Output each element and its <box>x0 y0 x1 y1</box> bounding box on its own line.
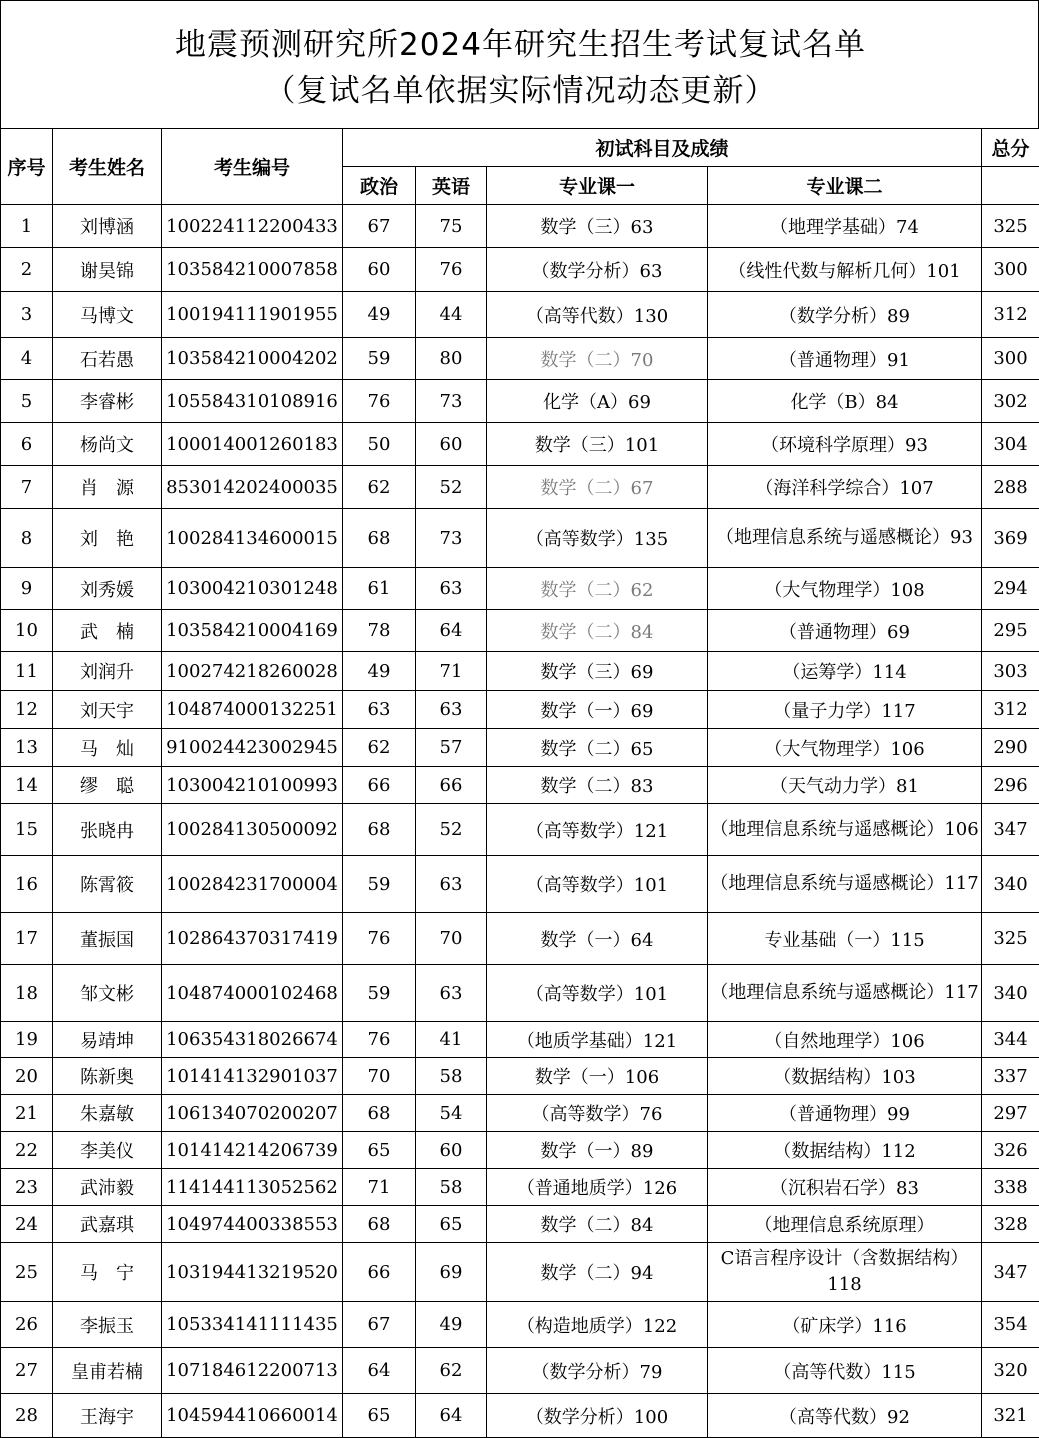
cell-english: 49 <box>416 1302 487 1348</box>
cell-course1: 数学（二）84 <box>487 610 708 652</box>
cell-course2: （大气物理学）106 <box>708 729 982 767</box>
cell-total: 303 <box>982 652 1039 691</box>
cell-course2: （数据结构）112 <box>708 1132 982 1169</box>
header-subjects-group: 初试科目及成绩 <box>343 129 982 167</box>
page-subtitle: （复试名单依据实际情况动态更新） <box>1 71 1039 111</box>
cell-course2: （普通物理）91 <box>708 338 982 380</box>
header-course2: 专业课二 <box>708 167 982 205</box>
cell-politics: 67 <box>343 205 416 248</box>
cell-politics: 71 <box>343 1169 416 1206</box>
cell-total: 288 <box>982 466 1039 509</box>
cell-course1: 数学（二）65 <box>487 729 708 767</box>
cell-total: 312 <box>982 691 1039 729</box>
cell-course1: （数学分析）63 <box>487 248 708 292</box>
cell-politics: 76 <box>343 1022 416 1058</box>
cell-english: 80 <box>416 338 487 380</box>
cell-english: 63 <box>416 568 487 610</box>
cell-english: 63 <box>416 691 487 729</box>
cell-seq: 19 <box>1 1022 53 1058</box>
cell-english: 64 <box>416 1394 487 1438</box>
cell-course1: （数学分析）100 <box>487 1394 708 1438</box>
cell-course2: （自然地理学）106 <box>708 1022 982 1058</box>
cell-total: 344 <box>982 1022 1039 1058</box>
cell-course1: 数学（二）62 <box>487 568 708 610</box>
cell-id: 105334141111435 <box>162 1302 343 1348</box>
candidate-table <box>0 128 1039 1438</box>
cell-course2: （地理信息系统原理） <box>708 1206 982 1243</box>
cell-seq: 5 <box>1 380 53 423</box>
cell-politics: 62 <box>343 466 416 509</box>
cell-total: 354 <box>982 1302 1039 1348</box>
table-row <box>1 729 1039 767</box>
cell-id: 104874000132251 <box>162 691 343 729</box>
cell-name: 肖 源 <box>53 466 162 509</box>
page-title: 地震预测研究所2024年研究生招生考试复试名单 <box>1 25 1039 65</box>
cell-seq: 25 <box>1 1243 53 1302</box>
cell-course2: （地理学基础）74 <box>708 205 982 248</box>
cell-total: 296 <box>982 767 1039 804</box>
cell-name: 易靖坤 <box>53 1022 162 1058</box>
cell-course2: 化学（B）84 <box>708 380 982 423</box>
cell-id: 101414214206739 <box>162 1132 343 1169</box>
header-course1: 专业课一 <box>487 167 708 205</box>
header-english: 英语 <box>416 167 487 205</box>
cell-english: 60 <box>416 423 487 466</box>
table-row <box>1 292 1039 338</box>
cell-course2: （海洋科学综合）107 <box>708 466 982 509</box>
cell-id: 103004210301248 <box>162 568 343 610</box>
cell-course1: 数学（三）63 <box>487 205 708 248</box>
cell-name: 马 灿 <box>53 729 162 767</box>
cell-seq: 27 <box>1 1348 53 1394</box>
cell-seq: 9 <box>1 568 53 610</box>
header-seq: 序号 <box>1 129 53 205</box>
cell-course1: 数学（三）69 <box>487 652 708 691</box>
cell-course2: （天气动力学）81 <box>708 767 982 804</box>
cell-name: 张晓冉 <box>53 804 162 856</box>
cell-name: 刘博涵 <box>53 205 162 248</box>
cell-id: 107184612200713 <box>162 1348 343 1394</box>
title-box <box>0 0 1039 129</box>
cell-english: 64 <box>416 610 487 652</box>
cell-id: 104974400338553 <box>162 1206 343 1243</box>
cell-name: 杨尚文 <box>53 423 162 466</box>
cell-id: 105584310108916 <box>162 380 343 423</box>
cell-total: 340 <box>982 856 1039 913</box>
cell-course2: （数据结构）103 <box>708 1058 982 1095</box>
cell-name: 谢昊锦 <box>53 248 162 292</box>
cell-politics: 59 <box>343 338 416 380</box>
table-row <box>1 1022 1039 1058</box>
cell-seq: 7 <box>1 466 53 509</box>
cell-course2: （运筹学）114 <box>708 652 982 691</box>
cell-name: 朱嘉敏 <box>53 1095 162 1132</box>
header-name: 考生姓名 <box>53 129 162 205</box>
cell-id: 100284130500092 <box>162 804 343 856</box>
cell-politics: 76 <box>343 913 416 965</box>
cell-politics: 76 <box>343 380 416 423</box>
cell-course1: （高等数学）135 <box>487 509 708 568</box>
cell-name: 邹文彬 <box>53 965 162 1022</box>
cell-politics: 60 <box>343 248 416 292</box>
cell-course2: （线性代数与解析几何）101 <box>708 248 982 292</box>
cell-politics: 49 <box>343 652 416 691</box>
cell-total: 347 <box>982 1243 1039 1302</box>
cell-course1: （地质学基础）121 <box>487 1022 708 1058</box>
cell-course1: 数学（二）84 <box>487 1206 708 1243</box>
cell-politics: 70 <box>343 1058 416 1095</box>
cell-name: 马 宁 <box>53 1243 162 1302</box>
cell-course1: （普通地质学）126 <box>487 1169 708 1206</box>
cell-course2: 专业基础（一）115 <box>708 913 982 965</box>
cell-total: 302 <box>982 380 1039 423</box>
cell-english: 58 <box>416 1058 487 1095</box>
cell-id: 103004210100993 <box>162 767 343 804</box>
table-row <box>1 1348 1039 1394</box>
cell-seq: 11 <box>1 652 53 691</box>
cell-politics: 68 <box>343 1206 416 1243</box>
cell-id: 100274218260028 <box>162 652 343 691</box>
cell-name: 陈新奥 <box>53 1058 162 1095</box>
cell-name: 刘天宇 <box>53 691 162 729</box>
cell-course2: （矿床学）116 <box>708 1302 982 1348</box>
cell-course2: （地理信息系统与遥感概论）93 <box>708 509 982 568</box>
table-row <box>1 1058 1039 1095</box>
table-body <box>1 205 1039 1438</box>
cell-id: 100014001260183 <box>162 423 343 466</box>
cell-seq: 16 <box>1 856 53 913</box>
cell-politics: 59 <box>343 856 416 913</box>
cell-total: 321 <box>982 1394 1039 1438</box>
cell-id: 853014202400035 <box>162 466 343 509</box>
cell-seq: 12 <box>1 691 53 729</box>
cell-english: 58 <box>416 1169 487 1206</box>
table-row <box>1 423 1039 466</box>
cell-english: 44 <box>416 292 487 338</box>
cell-name: 武沛毅 <box>53 1169 162 1206</box>
cell-politics: 50 <box>343 423 416 466</box>
cell-course2: （普通物理）99 <box>708 1095 982 1132</box>
cell-course1: 数学（一）89 <box>487 1132 708 1169</box>
cell-total: 369 <box>982 509 1039 568</box>
cell-english: 76 <box>416 248 487 292</box>
table-row <box>1 466 1039 509</box>
cell-course2: （地理信息系统与遥感概论）117 <box>708 856 982 913</box>
table-row <box>1 652 1039 691</box>
cell-course1: 数学（一）106 <box>487 1058 708 1095</box>
table-row <box>1 509 1039 568</box>
table-row <box>1 856 1039 913</box>
cell-id: 100284134600015 <box>162 509 343 568</box>
cell-seq: 4 <box>1 338 53 380</box>
cell-id: 100224112200433 <box>162 205 343 248</box>
cell-total: 337 <box>982 1058 1039 1095</box>
table-row <box>1 1132 1039 1169</box>
cell-course1: （高等数学）101 <box>487 965 708 1022</box>
cell-seq: 6 <box>1 423 53 466</box>
cell-seq: 18 <box>1 965 53 1022</box>
header-id: 考生编号 <box>162 129 343 205</box>
cell-course1: 数学（二）94 <box>487 1243 708 1302</box>
cell-course2: （普通物理）69 <box>708 610 982 652</box>
cell-politics: 49 <box>343 292 416 338</box>
cell-total: 320 <box>982 1348 1039 1394</box>
cell-course1: （高等数学）121 <box>487 804 708 856</box>
cell-politics: 78 <box>343 610 416 652</box>
cell-total: 340 <box>982 965 1039 1022</box>
cell-course2: C语言程序设计（含数据结构）118 <box>708 1243 982 1302</box>
cell-name: 董振国 <box>53 913 162 965</box>
cell-english: 73 <box>416 380 487 423</box>
cell-course1: （高等数学）101 <box>487 856 708 913</box>
cell-course2: （数学分析）89 <box>708 292 982 338</box>
table-row <box>1 965 1039 1022</box>
cell-total: 304 <box>982 423 1039 466</box>
table-row <box>1 767 1039 804</box>
cell-course1: 数学（一）69 <box>487 691 708 729</box>
cell-name: 武嘉琪 <box>53 1206 162 1243</box>
cell-seq: 22 <box>1 1132 53 1169</box>
cell-name: 刘秀媛 <box>53 568 162 610</box>
cell-seq: 23 <box>1 1169 53 1206</box>
cell-total: 312 <box>982 292 1039 338</box>
cell-english: 70 <box>416 913 487 965</box>
cell-id: 106134070200207 <box>162 1095 343 1132</box>
table-row <box>1 205 1039 248</box>
cell-course1: （数学分析）79 <box>487 1348 708 1394</box>
cell-id: 103584210004202 <box>162 338 343 380</box>
cell-english: 71 <box>416 652 487 691</box>
cell-id: 106354318026674 <box>162 1022 343 1058</box>
cell-politics: 64 <box>343 1348 416 1394</box>
cell-total: 325 <box>982 205 1039 248</box>
cell-total: 300 <box>982 338 1039 380</box>
cell-politics: 68 <box>343 804 416 856</box>
cell-total: 326 <box>982 1132 1039 1169</box>
cell-course2: （环境科学原理）93 <box>708 423 982 466</box>
cell-course1: 数学（二）83 <box>487 767 708 804</box>
table-row <box>1 1095 1039 1132</box>
cell-course2: （量子力学）117 <box>708 691 982 729</box>
cell-course1: （高等数学）76 <box>487 1095 708 1132</box>
table-row <box>1 1302 1039 1348</box>
cell-total: 294 <box>982 568 1039 610</box>
table-row <box>1 1243 1039 1302</box>
cell-seq: 17 <box>1 913 53 965</box>
cell-id: 103584210007858 <box>162 248 343 292</box>
cell-english: 60 <box>416 1132 487 1169</box>
cell-name: 缪 聪 <box>53 767 162 804</box>
cell-seq: 24 <box>1 1206 53 1243</box>
cell-seq: 26 <box>1 1302 53 1348</box>
cell-course2: （大气物理学）108 <box>708 568 982 610</box>
cell-name: 武 楠 <box>53 610 162 652</box>
cell-total: 338 <box>982 1169 1039 1206</box>
cell-politics: 62 <box>343 729 416 767</box>
cell-english: 73 <box>416 509 487 568</box>
cell-politics: 59 <box>343 965 416 1022</box>
cell-name: 马博文 <box>53 292 162 338</box>
table-row <box>1 568 1039 610</box>
cell-seq: 28 <box>1 1394 53 1438</box>
cell-id: 102864370317419 <box>162 913 343 965</box>
cell-total: 295 <box>982 610 1039 652</box>
cell-id: 104874000102468 <box>162 965 343 1022</box>
cell-politics: 67 <box>343 1302 416 1348</box>
cell-id: 103584210004169 <box>162 610 343 652</box>
cell-english: 63 <box>416 856 487 913</box>
table-row <box>1 338 1039 380</box>
cell-total: 297 <box>982 1095 1039 1132</box>
cell-course2: （地理信息系统与遥感概论）106 <box>708 804 982 856</box>
cell-total: 290 <box>982 729 1039 767</box>
cell-seq: 21 <box>1 1095 53 1132</box>
cell-english: 75 <box>416 205 487 248</box>
cell-id: 101414132901037 <box>162 1058 343 1095</box>
cell-total: 328 <box>982 1206 1039 1243</box>
cell-id: 114144113052562 <box>162 1169 343 1206</box>
cell-course1: （构造地质学）122 <box>487 1302 708 1348</box>
cell-seq: 14 <box>1 767 53 804</box>
cell-politics: 63 <box>343 691 416 729</box>
cell-politics: 66 <box>343 1243 416 1302</box>
cell-seq: 10 <box>1 610 53 652</box>
cell-id: 100194111901955 <box>162 292 343 338</box>
cell-name: 李美仪 <box>53 1132 162 1169</box>
header-total-blank <box>982 167 1039 205</box>
cell-total: 300 <box>982 248 1039 292</box>
cell-id: 100284231700004 <box>162 856 343 913</box>
table-row <box>1 691 1039 729</box>
cell-politics: 65 <box>343 1394 416 1438</box>
cell-politics: 68 <box>343 509 416 568</box>
cell-course1: 数学（二）67 <box>487 466 708 509</box>
cell-course1: 数学（二）70 <box>487 338 708 380</box>
cell-seq: 13 <box>1 729 53 767</box>
cell-name: 陈霄筱 <box>53 856 162 913</box>
cell-name: 皇甫若楠 <box>53 1348 162 1394</box>
cell-english: 41 <box>416 1022 487 1058</box>
cell-politics: 65 <box>343 1132 416 1169</box>
header-total: 总分 <box>982 129 1039 167</box>
cell-total: 325 <box>982 913 1039 965</box>
cell-english: 52 <box>416 804 487 856</box>
header-politics: 政治 <box>343 167 416 205</box>
table-row <box>1 913 1039 965</box>
cell-name: 李振玉 <box>53 1302 162 1348</box>
cell-politics: 61 <box>343 568 416 610</box>
cell-seq: 15 <box>1 804 53 856</box>
cell-english: 52 <box>416 466 487 509</box>
cell-politics: 68 <box>343 1095 416 1132</box>
cell-course1: 数学（三）101 <box>487 423 708 466</box>
cell-seq: 3 <box>1 292 53 338</box>
cell-english: 62 <box>416 1348 487 1394</box>
cell-seq: 2 <box>1 248 53 292</box>
cell-id: 910024423002945 <box>162 729 343 767</box>
table-row <box>1 1169 1039 1206</box>
cell-seq: 8 <box>1 509 53 568</box>
cell-name: 李睿彬 <box>53 380 162 423</box>
cell-course2: （沉积岩石学）83 <box>708 1169 982 1206</box>
cell-course1: 化学（A）69 <box>487 380 708 423</box>
cell-english: 57 <box>416 729 487 767</box>
cell-total: 347 <box>982 804 1039 856</box>
table-row <box>1 1394 1039 1438</box>
cell-course1: 数学（一）64 <box>487 913 708 965</box>
cell-english: 65 <box>416 1206 487 1243</box>
cell-english: 54 <box>416 1095 487 1132</box>
cell-name: 刘 艳 <box>53 509 162 568</box>
table-row <box>1 804 1039 856</box>
table-row <box>1 610 1039 652</box>
cell-id: 104594410660014 <box>162 1394 343 1438</box>
table-row <box>1 380 1039 423</box>
cell-course2: （地理信息系统与遥感概论）117 <box>708 965 982 1022</box>
cell-seq: 20 <box>1 1058 53 1095</box>
cell-id: 103194413219520 <box>162 1243 343 1302</box>
cell-name: 刘润升 <box>53 652 162 691</box>
cell-course1: （高等代数）130 <box>487 292 708 338</box>
cell-english: 69 <box>416 1243 487 1302</box>
cell-politics: 66 <box>343 767 416 804</box>
table-row <box>1 248 1039 292</box>
cell-english: 63 <box>416 965 487 1022</box>
cell-name: 王海宇 <box>53 1394 162 1438</box>
cell-name: 石若愚 <box>53 338 162 380</box>
cell-seq: 1 <box>1 205 53 248</box>
cell-english: 66 <box>416 767 487 804</box>
cell-course2: （高等代数）115 <box>708 1348 982 1394</box>
cell-course2: （高等代数）92 <box>708 1394 982 1438</box>
table-row <box>1 1206 1039 1243</box>
